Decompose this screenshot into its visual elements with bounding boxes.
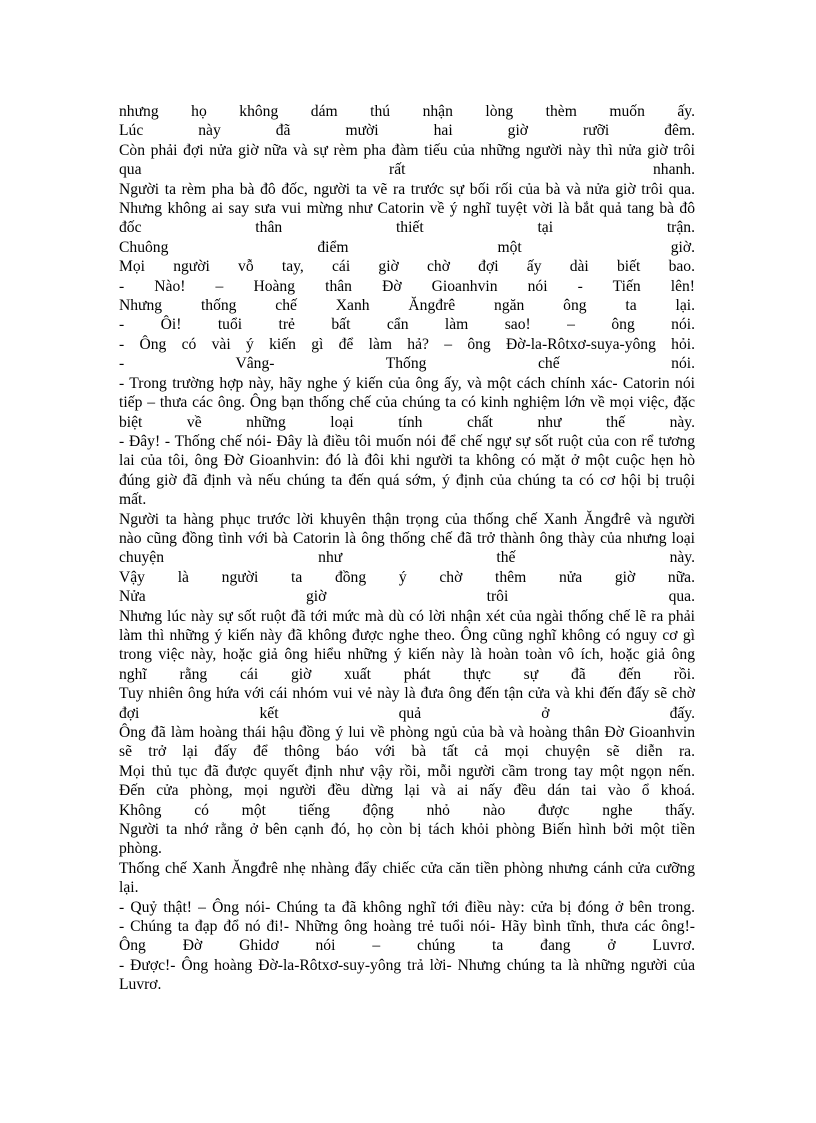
text-line: đợi kết quả ở đấy.	[119, 704, 695, 722]
text-line: chuyện như thế này.	[119, 549, 695, 567]
text-line: Nhưng lúc này sự sốt ruột đã tới mức mà dù có lời nhận xét của ngài thống chế lẽ ra phải	[119, 607, 695, 625]
text-line: - Chúng ta đạp đổ nó đi!- Những ông hoàng trẻ tuổi nói- Hãy bình tĩnh, thưa các ông!-	[119, 918, 695, 936]
text-line: Nửa giờ trôi qua.	[119, 588, 695, 606]
text-line: - Nào! – Hoàng thân Đờ Gioanhvin nói - Tiến lên!	[119, 277, 695, 295]
text-line: - Ôi! tuổi trẻ bất cẩn làm sao! – ông nói.	[119, 316, 695, 334]
text-line: Thống chế Xanh Ăngđrê nhẹ nhàng đẩy chiếc cửa căn tiền phòng nhưng cánh cửa cưỡng	[119, 859, 695, 877]
text-line: Ông đã làm hoàng thái hậu đồng ý lui về phòng ngủ của bà và hoàng thân Đờ Gioanhvin	[119, 724, 695, 741]
text-line: trong việc này, hoặc giả ông hiểu những ý kiến này là hoàn toàn vô ích, hoặc giả ông	[119, 646, 695, 664]
text-line: Nhưng không ai say sưa vui mừng như Catorin về ý nghĩ tuyệt vời là bắt quả tang bà đô	[119, 200, 695, 218]
document-page	[119, 102, 695, 995]
text-line: Còn phải đợi nửa giờ nữa và sự rèm pha đàm tiếu của những người này thì nửa giờ trôi	[119, 141, 695, 159]
text-line: Ông Đờ Ghidơ nói – chúng ta đang ở Luvrơ.	[119, 937, 695, 955]
text-line: Luvrơ.	[119, 976, 162, 994]
text-line: Nhưng thống chế Xanh Ăngđrê ngăn ông ta lại.	[119, 297, 695, 315]
text-line: - Ông có vài ý kiến gì để làm hả? – ông Đờ-la-Rôtxơ-suya-yông hỏi.	[119, 335, 695, 353]
text-line: đốc thân thiết tại trận.	[119, 219, 695, 237]
text-line: Chuông điểm một giờ.	[119, 238, 695, 256]
text-line: Lúc này đã mười hai giờ rưỡi đêm.	[119, 122, 695, 140]
text-line: Đến cửa phòng, mọi người đều dừng lại và ai nấy đều dán tai vào ổ khoá.	[119, 782, 695, 800]
text-line: làm thì những ý kiến này đã không được nghe theo. Ông cũng nghĩ không có nguy cơ gì	[119, 626, 695, 644]
text-line: nhưng họ không dám thú nhận lòng thèm muốn ấy.	[119, 103, 695, 120]
text-line: Người ta rèm pha bà đô đốc, người ta vẽ ra trước sự bối rối của bà và nửa giờ trôi qua.	[119, 180, 695, 198]
text-line: phòng.	[119, 840, 162, 858]
text-line: tiếp – thưa các ông. Ông bạn thống chế của chúng ta có kinh nghiệm lớn về mọi việc, đặc	[119, 394, 695, 412]
text-line: Người ta hàng phục trước lời khuyên thận trọng của thống chế Xanh Ăngđrê và người	[119, 510, 695, 528]
text-line: - Được!- Ông hoàng Đờ-la-Rôtxơ-suy-yông trả lời- Nhưng chúng ta là những người của	[119, 956, 695, 974]
text-line: đúng giờ đã định và nếu chúng ta đến quá sớm, ý định của chúng ta có cơ hội bị truội	[119, 471, 695, 489]
text-line: lai của tôi, ông Đờ Gioanhvin: đó là đôi khi người ta không có mặt ở một cuộc hẹn hò	[119, 452, 695, 470]
text-line: Tuy nhiên ông hứa với cái nhóm vui vẻ này là đưa ông đến tận cửa và khi đến đấy sẽ chờ	[119, 685, 695, 703]
text-line: - Đây! - Thống chế nói- Đây là điều tôi muốn nói để chế ngự sự sốt ruột của con rể tương	[119, 432, 695, 450]
text-line: Mọi thủ tục đã được quyết định như vậy rồi, mỗi người cầm trong tay một ngọn nến.	[119, 762, 695, 780]
text-line: - Vâng- Thống chế nói.	[119, 355, 695, 373]
text-line: mất.	[119, 491, 147, 509]
text-line: Mọi người vỗ tay, cái giờ chờ đợi ấy dài biết bao.	[119, 258, 695, 276]
text-line: lại.	[119, 879, 139, 897]
text-line: Người ta nhớ rằng ở bên cạnh đó, họ còn bị tách khỏi phòng Biến hình bởi một tiền	[119, 821, 695, 839]
text-line: qua rất nhanh.	[119, 161, 695, 179]
text-line: nào cũng đồng tình với bà Catorin là ông thống chế đã trở thành ông thày của nhưng loại	[119, 529, 695, 547]
text-line: - Trong trường hợp này, hãy nghe ý kiến của ông ấy, và một cách chính xác- Catorin nói	[119, 374, 695, 392]
text-line: Không có một tiếng động nhỏ nào được nghe thấy.	[119, 801, 695, 819]
text-line: sẽ trở lại đấy để thông báo với bà tất cả mọi chuyện sẽ diễn ra.	[119, 743, 695, 761]
text-line: - Quỷ thật! – Ông nói- Chúng ta đã không nghĩ tới điều này: cửa bị đóng ở bên trong.	[119, 898, 695, 916]
text-line: biệt về những loại tính chất như thế này.	[119, 413, 695, 431]
text-line: nghĩ rằng cái giờ xuất phát thực sự đã đến rồi.	[119, 665, 695, 683]
text-line: Vậy là người ta đồng ý chờ thêm nửa giờ nữa.	[119, 568, 695, 586]
